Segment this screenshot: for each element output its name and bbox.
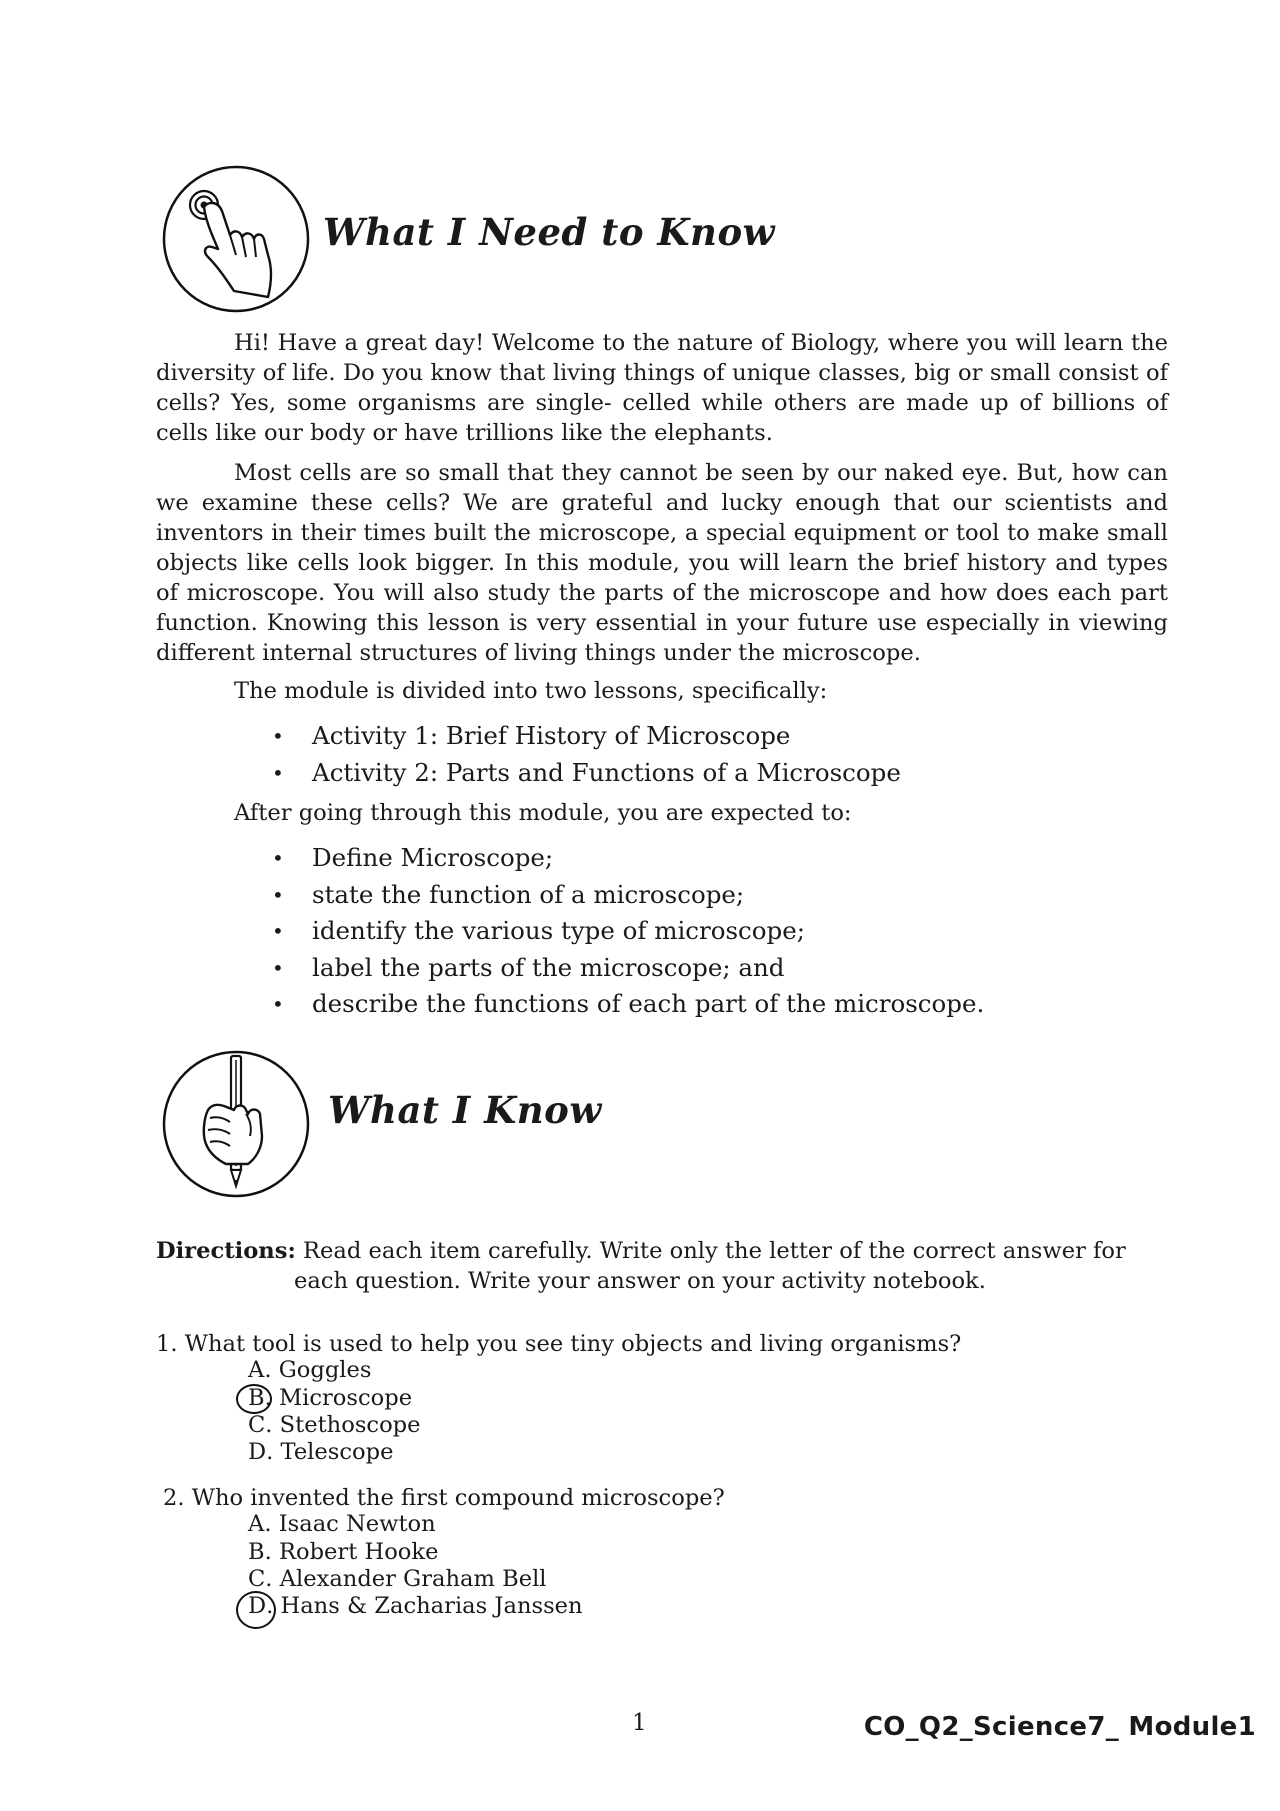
list-item: • label the parts of the microscope; and xyxy=(272,952,785,982)
intro-paragraph-1: Hi! Have a great day! Welcome to the nature of Biology, where you will learn the diversity of life. Do you know that living things of unique classes, big or small consist of cells? Yes, some organisms are single- celled while others are made up of billions of cells like our body or have trillions like the elephants. xyxy=(156,330,1168,446)
choice-1b[interactable]: B. Microscope xyxy=(248,1385,413,1411)
list-item: • identify the various type of microscope; xyxy=(272,916,805,945)
objectives-intro: After going through this module, you are expected to: xyxy=(234,800,852,826)
choice-2b[interactable]: B. Robert Hooke xyxy=(248,1539,439,1565)
intro-paragraph-2: Most cells are so small that they cannot be seen by our naked eye. But, how can we examine these cells? We are grateful and lucky enough that our scientists and inventors in their times built the microscope, a special equipment or tool to make small objects like cells look bigger. In this module, you will learn the brief history and types of microscope. You will also study the parts of the microscope and how does each part function. Knowing this lesson is very essential in your future use especially in viewing different internal structures of living things under the microscope. xyxy=(156,460,1168,666)
directions-label: Directions: xyxy=(156,1238,296,1264)
choice-2c[interactable]: C. Alexander Graham Bell xyxy=(248,1566,547,1592)
choice-2d[interactable]: D. Hans & Zacharias Janssen xyxy=(248,1593,583,1619)
directions-text-line1: Read each item carefully. Write only the letter of the correct answer for xyxy=(302,1238,1126,1264)
list-item: • Define Microscope; xyxy=(272,843,554,872)
section-title-what-i-know: What I Know xyxy=(328,1088,602,1132)
question-1: 1. What tool is used to help you see tiny objects and living organisms? xyxy=(156,1331,962,1357)
question-2: 2. Who invented the first compound microscope? xyxy=(163,1485,725,1511)
list-item: • Activity 1: Brief History of Microscope xyxy=(272,721,791,750)
list-item: • describe the functions of each part of the microscope. xyxy=(272,989,985,1018)
module-code: CO_Q2_Science7_ Module1 xyxy=(863,1712,1256,1742)
hand-pointing-icon xyxy=(160,163,312,315)
hand-holding-pencil-icon xyxy=(160,1048,312,1200)
choice-1d[interactable]: D. Telescope xyxy=(248,1439,394,1465)
choice-1a[interactable]: A. Goggles xyxy=(248,1357,372,1383)
choice-2a[interactable]: A. Isaac Newton xyxy=(248,1511,436,1537)
list-item: • Activity 2: Parts and Functions of a Microscope xyxy=(272,757,901,787)
list-item: • state the function of a microscope; xyxy=(272,879,745,909)
directions xyxy=(156,1236,1156,1296)
choice-1c[interactable]: C. Stethoscope xyxy=(248,1412,421,1438)
directions-text-line2: each question. Write your answer on your activity notebook. xyxy=(294,1268,986,1294)
section-title-what-i-need-to-know: What I Need to Know xyxy=(323,210,775,254)
page-number: 1 xyxy=(632,1710,647,1736)
objectives-list xyxy=(272,840,984,1023)
answer-circle-mark xyxy=(236,1591,276,1629)
lessons-list xyxy=(272,718,901,791)
lessons-intro: The module is divided into two lessons, specifically: xyxy=(234,678,828,704)
answer-circle-mark xyxy=(236,1384,272,1414)
